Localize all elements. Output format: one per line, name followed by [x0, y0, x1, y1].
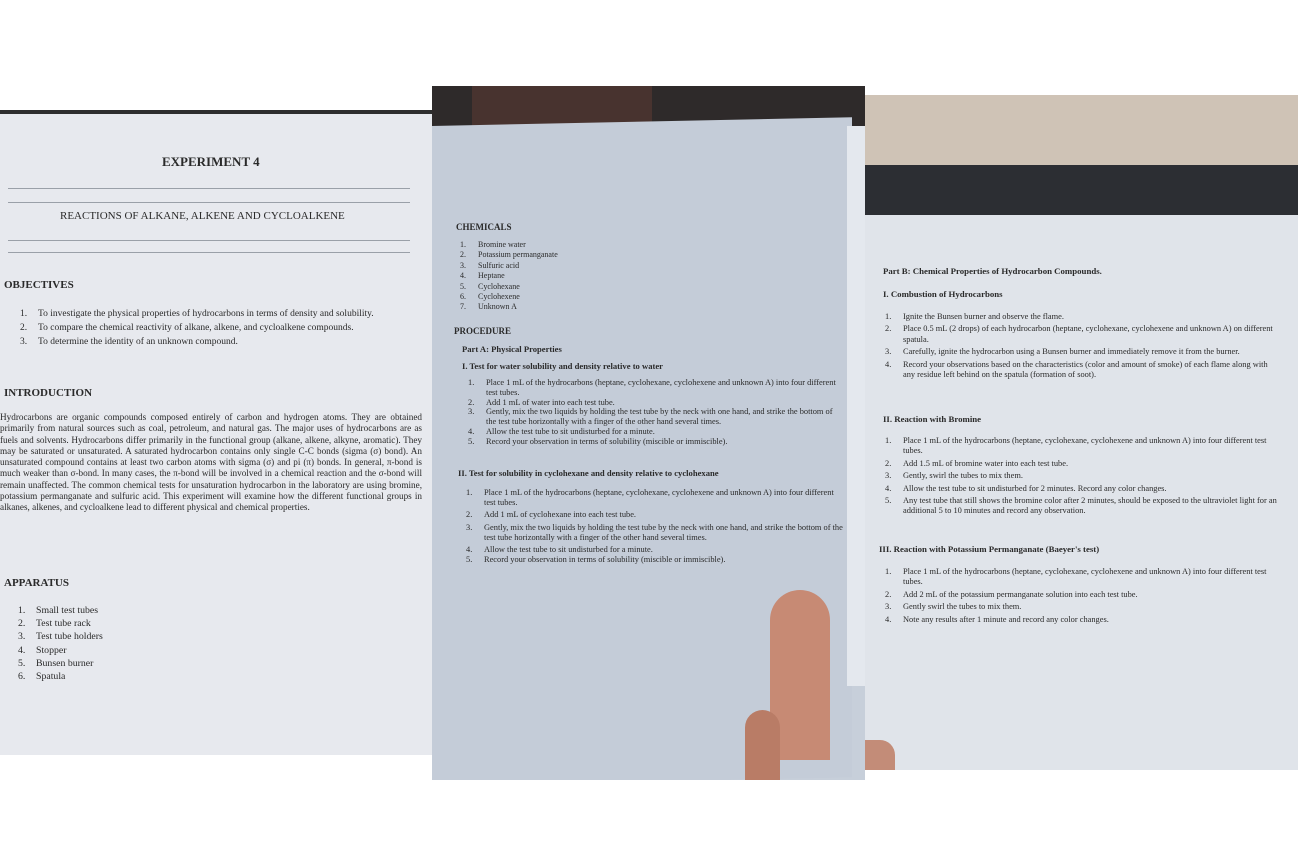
title-rule-bottom [8, 240, 410, 241]
page-edge-shadow [0, 110, 432, 114]
list-item: 2. Add 1 mL of water into each test tube. [468, 397, 615, 407]
objectives-heading: OBJECTIVES [4, 279, 74, 291]
list-item: 3. Gently, swirl the tubes to mix them. [885, 471, 1023, 481]
list-item: 5. Any test tube that still shows the bromine color after 2 minutes, should be exposed to the ultraviolet light for an additional 5 to 10 minutes and record any observation. [885, 496, 1277, 516]
apparatus-list [18, 604, 218, 683]
section1-heading: I. Combustion of Hydrocarbons [883, 289, 1003, 299]
section1-steps [885, 312, 1277, 380]
list-item: 6. Spatula [18, 671, 66, 683]
list-item: 6. Cyclohexene [460, 292, 520, 302]
experiment-title: EXPERIMENT 4 [162, 154, 260, 169]
list-item: 2. Add 2 mL of the potassium permanganate solution into each test tube. [885, 589, 1138, 599]
apparatus-heading: APPARATUS [4, 577, 69, 589]
section2-heading: II. Reaction with Bromine [883, 414, 982, 424]
left-page-photo [0, 110, 432, 755]
list-item: 3. Gently swirl the tubes to mix them. [885, 602, 1022, 612]
list-item: 3. Gently, mix the two liquids by holding the test tube by the neck with one hand, and strike the bottom of the test tube horizontally with a finger of the other hand several times. [466, 522, 843, 542]
list-item: 3. Gently, mix the two liquids by holding the test tube by the neck with one hand, and strike the bottom of the test tube horizontally with a finger of the other hand several times. [468, 407, 833, 427]
experiment-subtitle: REACTIONS OF ALKANE, ALKENE AND CYCLOALKENE [60, 210, 345, 222]
introduction-paragraph: Hydrocarbons are organic compounds composed entirely of carbon and hydrogen atoms. They are obtained primarily from natural sources such as coal, petroleum, and natural gas. The major uses of hydrocarbons are as fuels and solvents. Hydrocarbons differ primarily in the functional group (alkane, alkene, alkyne, aromatic). They may be saturated or unsaturated. A saturated hydrocarbon contains only single C-C bonds (sigma (σ) bond). An unsaturated compound contains at least two carbon atoms with sigma (σ) and pi (π) bonds. In general, π-bond is much weaker than σ-bond. In many cases, the π-bond will be involved in a chemical reaction and the σ-bond will remain unaffected. The common chemical tests for unsaturation hydrocarbon in the laboratory are using bromine, potassium permanganate and sulfuric acid. This experiment will examine how the different functional groups in alkanes, alkenes, and cycloalkene lead to different physical and chemical properties. [0, 412, 422, 513]
title-rule-top2 [8, 202, 410, 203]
right-page-photo [865, 95, 1298, 770]
part-a-heading: Part A: Physical Properties [462, 344, 562, 354]
section2-steps [466, 488, 846, 565]
list-item: 1. Place 1 mL of the hydrocarbons (heptane, cyclohexane, cyclohexene and unknown A) into four different test tubes. [885, 567, 1267, 587]
list-item: 4. Allow the test tube to sit undisturbed for a minute. [468, 426, 655, 436]
list-item: 2. Place 0.5 mL (2 drops) of each hydrocarbon (heptane, cyclohexane, cyclohexene and unknown A) on different spatula. [885, 324, 1273, 344]
list-item: 3. Test tube holders [18, 631, 103, 643]
list-item: 5. Record your observation in terms of solubility (miscible or immiscible). [466, 555, 726, 565]
section2-heading: II. Test for solubility in cyclohexane and density relative to cyclohexane [458, 468, 719, 478]
chemicals-heading: CHEMICALS [456, 222, 512, 232]
list-item: 4. Note any results after 1 minute and record any color changes. [885, 614, 1109, 624]
section2-steps [885, 436, 1277, 517]
list-item: 1. Place 1 mL of the hydrocarbons (heptane, cyclohexane, cyclohexene and unknown A) into four different test tubes. [468, 378, 836, 397]
list-item: 2. To compare the chemical reactivity of alkane, alkene, and cycloalkene compounds. [20, 323, 354, 333]
title-rule-top [8, 188, 410, 189]
section1-steps [468, 378, 838, 447]
list-item: 7. Unknown A [460, 302, 517, 312]
list-item: 5. Cyclohexane [460, 281, 520, 291]
thumb [865, 740, 895, 770]
introduction-heading: INTRODUCTION [4, 387, 93, 399]
list-item: 5. Record your observation in terms of solubility (miscible or immiscible). [468, 436, 728, 446]
list-item: 4. Stopper [18, 644, 67, 656]
list-item: 4. Allow the test tube to sit undisturbed for a minute. [466, 545, 653, 555]
adjacent-page-edge [847, 126, 865, 686]
chemicals-list [460, 240, 660, 313]
list-item: 3. Sulfuric acid [460, 260, 520, 270]
procedure-heading: PROCEDURE [454, 326, 512, 336]
title-rule-bottom2 [8, 252, 410, 253]
list-item: 4. Record your observations based on the characteristics (color and amount of smoke) of each flame along with any residue left behind on the spatula (formation of soot). [885, 359, 1268, 380]
list-item: 1. Place 1 mL of the hydrocarbons (heptane, cyclohexane, cyclohexene and unknown A) into four different test tubes. [885, 436, 1267, 456]
section1-heading: I. Test for water solubility and density relative to water [462, 361, 663, 371]
list-item: 2. Add 1.5 mL of bromine water into each test tube. [885, 458, 1069, 468]
list-item: 2. Potassium permanganate [460, 250, 558, 260]
background-fabric [865, 95, 1298, 165]
list-item: 1. Ignite the Bunsen burner and observe the flame. [885, 312, 1064, 321]
list-item: 4. Heptane [460, 271, 505, 281]
list-item: 1. Place 1 mL of the hydrocarbons (heptane, cyclohexane, cyclohexene and unknown A) into four different test tubes. [466, 488, 834, 508]
list-item: 3. Carefully, ignite the hydrocarbon using a Bunsen burner and immediately remove it from the burner. [885, 347, 1240, 357]
section3-steps [885, 567, 1277, 625]
middle-page-photo [432, 86, 865, 780]
list-item: 2. Test tube rack [18, 618, 91, 630]
objectives-list [20, 308, 380, 348]
section3-heading: III. Reaction with Potassium Permanganate (Baeyer's test) [879, 544, 1100, 554]
list-item: 3. To determine the identity of an unknown compound. [20, 337, 238, 347]
list-item: 1. Bromine water [460, 240, 526, 249]
list-item: 1. To investigate the physical properties of hydrocarbons in terms of density and solubility. [20, 309, 374, 319]
list-item: 2. Add 1 mL of cyclohexane into each test tube. [466, 510, 637, 520]
list-item: 5. Bunsen burner [18, 657, 94, 669]
list-item: 4. Allow the test tube to sit undisturbed for 2 minutes. Record any color changes. [885, 483, 1167, 493]
part-b-heading: Part B: Chemical Properties of Hydrocarbon Compounds. [883, 266, 1102, 276]
list-item: 1. Small test tubes [18, 605, 99, 616]
hand-thumb [745, 710, 780, 780]
